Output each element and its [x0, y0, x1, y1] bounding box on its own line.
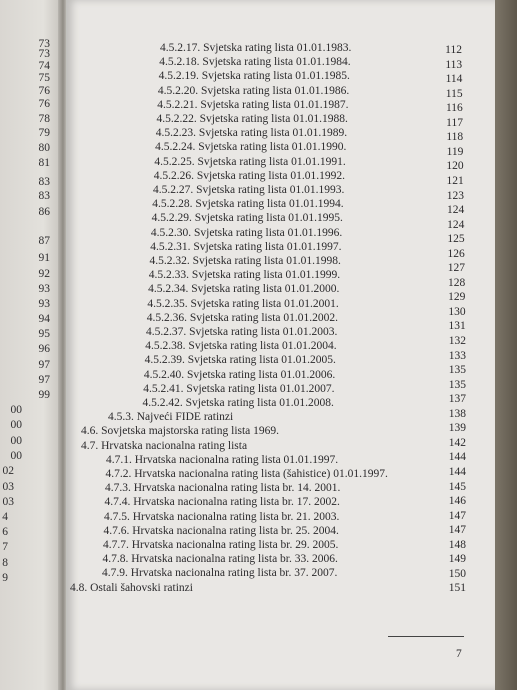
toc-entry: 4.7.7. Hrvatska nacionalna rating lista br. 29. 2005. [103, 539, 339, 551]
toc-entry: 4.5.2.33. Svjetska rating lista 01.01.1999. [148, 269, 341, 282]
left-page-number: 03 [2, 481, 14, 493]
toc-page-number: 112 [445, 44, 462, 56]
left-page-number: 00 [10, 435, 22, 447]
toc-page-number: 142 [448, 436, 466, 449]
left-page-number: 00 [10, 404, 22, 416]
toc-page-number: 124 [446, 204, 465, 217]
left-page-number: 87 [38, 235, 50, 247]
left-page-number: 6 [2, 526, 8, 538]
toc-page-number: 144 [448, 465, 466, 478]
toc-entry: 4.5.2.38. Svjetska rating lista 01.01.2004. [145, 340, 337, 353]
toc-page-number: 147 [448, 524, 466, 537]
toc-entry: 4.5.2.17. Svjetska rating lista 01.01.1983. [160, 42, 352, 54]
toc-page-number: 139 [448, 422, 466, 435]
toc-entry: 4.6. Sovjetska majstorska rating lista 1969. [81, 425, 280, 438]
left-page-number: 02 [2, 465, 14, 477]
left-page-number: 8 [2, 557, 8, 569]
toc-page-number: 132 [448, 335, 466, 347]
toc-entry: 4.7.6. Hrvatska nacionalna rating lista br. 25. 2004. [103, 524, 339, 537]
toc-page-number: 137 [448, 393, 466, 406]
left-page-number: 93 [38, 298, 50, 310]
toc-entry: 4.5.2.22. Svjetska rating lista 01.01.1988. [156, 113, 348, 125]
page-folio: 7 [456, 648, 462, 660]
toc-entry: 4.7.2. Hrvatska nacionalna rating lista (šahistice) 01.01.1997. [105, 468, 388, 480]
left-page [0, 0, 62, 690]
toc-entry: 4.7.4. Hrvatska nacionalna rating lista br. 17. 2002. [104, 496, 340, 509]
toc-entry: 4.5.2.20. Svjetska rating lista 01.01.1986. [157, 84, 350, 97]
left-page-number: 00 [10, 450, 22, 462]
toc-page-number: 129 [448, 291, 466, 304]
toc-entry: 4.5.2.30. Svjetska rating lista 01.01.1996. [150, 226, 343, 239]
left-page-number: 76 [38, 85, 50, 97]
toc-page-number: 116 [445, 102, 463, 115]
toc-entry: 4.5.2.37. Svjetska rating lista 01.01.2003. [146, 326, 338, 338]
toc-page-number: 118 [446, 131, 464, 144]
toc-page-number: 133 [448, 349, 466, 362]
left-page-number: 94 [38, 313, 50, 325]
toc-page-number: 130 [448, 305, 466, 318]
toc-entry: 4.5.2.25. Svjetska rating lista 01.01.1991. [154, 155, 346, 168]
toc-page-number: 124 [447, 218, 465, 231]
toc-page-number: 125 [447, 233, 465, 246]
left-page-number: 76 [38, 98, 50, 110]
left-page-number: 7 [2, 541, 8, 553]
left-page-number: 4 [2, 511, 8, 523]
toc-page-number: 145 [448, 480, 466, 493]
left-page-number: 83 [38, 176, 50, 188]
toc-page-number: 126 [447, 247, 465, 260]
toc-entry: 4.5.2.35. Svjetska rating lista 01.01.2001. [147, 297, 339, 310]
toc-entry: 4.5.2.36. Svjetska rating lista 01.01.2002. [146, 311, 339, 324]
left-page-number: 80 [38, 142, 50, 154]
toc-page-number: 114 [445, 73, 463, 86]
left-page-number: 83 [38, 190, 50, 202]
toc-page-number: 117 [446, 116, 463, 129]
toc-page-number: 120 [446, 160, 464, 173]
left-page-number: 9 [2, 572, 8, 584]
toc-page-number: 131 [448, 320, 466, 333]
toc-entry: 4.5.2.21. Svjetska rating lista 01.01.1987. [157, 98, 349, 111]
toc-page-number: 127 [447, 262, 465, 275]
toc-entry: 4.5.2.27. Svjetska rating lista 01.01.1993. [153, 184, 345, 196]
left-page-number: 86 [38, 206, 50, 218]
toc-entry: 4.5.2.26. Svjetska rating lista 01.01.1992. [153, 169, 346, 182]
left-page-number: 73 [38, 38, 50, 50]
toc-page-number: 119 [446, 145, 464, 158]
left-page-number: 92 [38, 268, 50, 280]
toc-entry: 4.5.2.42. Svjetska rating lista 01.01.2008. [142, 397, 334, 409]
toc-page-number: 115 [445, 87, 463, 100]
toc-entry: 4.5.2.39. Svjetska rating lista 01.01.2005. [144, 354, 336, 367]
toc-page-number: 148 [448, 538, 466, 551]
left-page-number: 96 [38, 343, 50, 355]
toc-entry: 4.7.5. Hrvatska nacionalna rating lista br. 21. 2003. [104, 510, 340, 523]
left-page-number: 97 [38, 374, 50, 386]
toc-page-number: 149 [448, 553, 466, 566]
background-edge [495, 0, 517, 690]
toc-page-number: 150 [448, 567, 466, 580]
toc-entry: 4.5.2.23. Svjetska rating lista 01.01.1989. [155, 127, 348, 140]
toc-page-number: 146 [448, 495, 466, 508]
toc-page-number: 151 [448, 582, 466, 595]
toc-page-number: 128 [447, 276, 466, 289]
toc-page [66, 0, 495, 690]
toc-entry: 4.5.2.31. Svjetska rating lista 01.01.1997. [150, 240, 342, 253]
toc-page-number: 123 [446, 189, 464, 202]
toc-entry: 4.5.2.28. Svjetska rating lista 01.01.1994. [152, 198, 344, 211]
left-page-number: 95 [38, 328, 50, 340]
toc-entry: 4.5.3. Najveći FIDE ratinzi [108, 411, 234, 424]
toc-page-number: 147 [448, 509, 466, 522]
toc-entry: 4.8. Ostali šahovski ratinzi [70, 581, 193, 594]
toc-entry: 4.5.2.32. Svjetska rating lista 01.01.1998. [149, 255, 341, 267]
toc-entry: 4.7. Hrvatska nacionalna rating lista [81, 439, 248, 452]
toc-entry: 4.5.2.19. Svjetska rating lista 01.01.1985. [158, 70, 350, 83]
toc-entry: 4.5.2.29. Svjetska rating lista 01.01.1995. [151, 212, 343, 225]
left-page-number: 78 [38, 113, 50, 125]
left-page-number: 03 [2, 496, 14, 508]
left-page-number: 81 [38, 157, 50, 169]
toc-page-number: 113 [445, 58, 463, 71]
left-page-number: 79 [38, 127, 50, 139]
toc-page-number: 121 [446, 174, 464, 187]
toc-entry: 4.5.2.34. Svjetska rating lista 01.01.2000. [148, 283, 340, 296]
left-page-number: 75 [38, 72, 50, 84]
toc-entry: 4.5.2.18. Svjetska rating lista 01.01.1984. [159, 56, 351, 69]
left-page-number: 99 [38, 389, 50, 401]
toc-entry: 4.7.3. Hrvatska nacionalna rating lista br. 14. 2001. [105, 482, 341, 495]
toc-page-number: 138 [448, 407, 466, 420]
left-page-number: 74 [38, 60, 50, 72]
toc-entry: 4.5.2.24. Svjetska rating lista 01.01.1990. [155, 141, 347, 154]
toc-entry: 4.7.9. Hrvatska nacionalna rating lista br. 37. 2007. [102, 567, 338, 580]
toc-entry: 4.7.8. Hrvatska nacionalna rating lista br. 33. 2006. [102, 553, 338, 566]
left-page-number: 93 [38, 283, 50, 295]
left-page-number: 97 [38, 359, 50, 371]
left-page-number: 91 [38, 252, 50, 264]
left-page-number: 00 [10, 419, 22, 431]
toc-entry: 4.5.2.40. Svjetska rating lista 01.01.2006. [143, 368, 336, 381]
toc-page-number: 135 [448, 378, 466, 391]
footer-rule [388, 636, 464, 637]
toc-page-number: 135 [448, 364, 466, 377]
toc-entry: 4.5.2.41. Svjetska rating lista 01.01.2007. [143, 382, 335, 395]
toc-page-number: 144 [448, 451, 466, 464]
left-page-number: 73 [38, 48, 50, 60]
toc-entry: 4.7.1. Hrvatska nacionalna rating lista 01.01.1997. [106, 453, 339, 466]
